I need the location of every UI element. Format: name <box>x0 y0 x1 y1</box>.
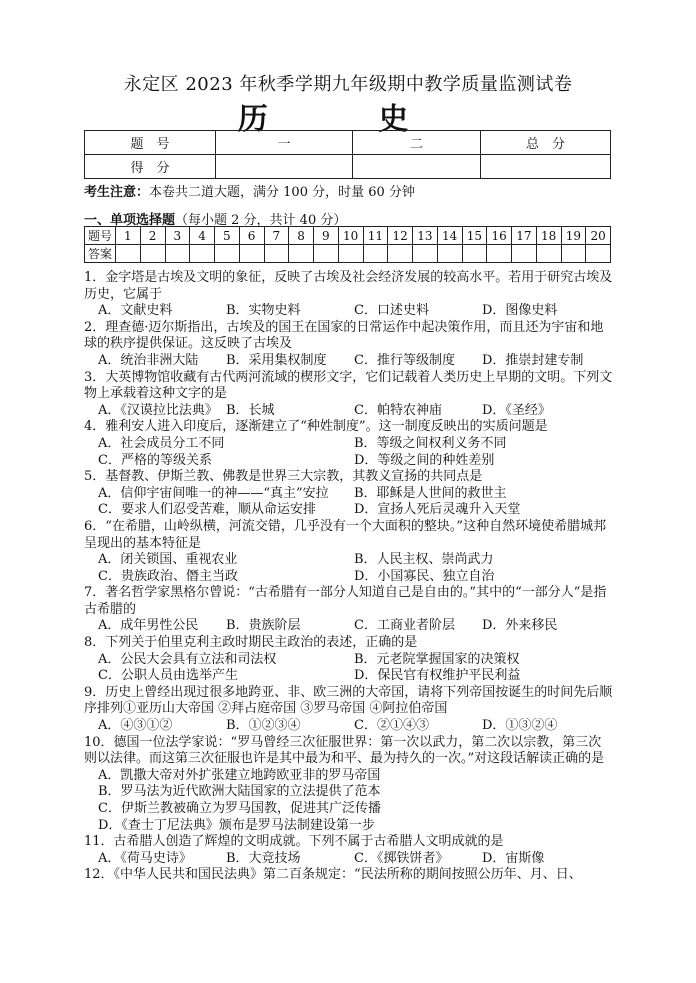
question-item <box>84 834 614 867</box>
answer-option[interactable]: D．外来移民 <box>482 618 558 634</box>
answer-box-cell[interactable] <box>239 245 264 263</box>
question-options <box>84 768 614 834</box>
question-options <box>84 552 614 585</box>
answer-option[interactable]: B．长城 <box>226 402 275 418</box>
question-item <box>84 685 614 735</box>
answer-number-cell: 7 <box>264 227 289 245</box>
answer-option[interactable]: B．大竞技场 <box>226 850 301 866</box>
answer-option[interactable]: A．④③①② <box>98 718 173 734</box>
question-item <box>84 320 614 370</box>
question-options <box>84 303 614 320</box>
answer-row-label: 题号 <box>85 227 116 245</box>
answer-number-cell: 17 <box>512 227 537 245</box>
answer-number-cell: 16 <box>487 227 512 245</box>
question-item <box>84 519 614 585</box>
answer-option[interactable]: A．《汉谟拉比法典》 <box>98 402 218 418</box>
question-stem: 6．“在希腊，山岭纵横，河流交错，几乎没有一个大面积的整块。”这种自然环境使希腊城邦呈现出的基本特征是 <box>84 518 607 551</box>
answer-number-cell: 14 <box>437 227 462 245</box>
answer-option[interactable]: A．社会成员分工不同 <box>98 435 225 451</box>
answer-box-cell[interactable] <box>116 245 141 263</box>
score-cell <box>353 155 481 179</box>
answer-number-cell: 20 <box>586 227 611 245</box>
answer-option[interactable]: B．贵族阶层 <box>226 618 301 634</box>
answer-option[interactable]: B．①②③④ <box>226 718 301 734</box>
answer-box-cell[interactable] <box>536 245 561 263</box>
answer-number-cell: 12 <box>388 227 413 245</box>
question-item <box>84 270 614 320</box>
answer-number-cell: 4 <box>190 227 215 245</box>
answer-option[interactable]: D．《查士丁尼法典》颁布是罗马法制建设第一步 <box>98 817 375 833</box>
answer-option[interactable]: C．要求人们忍受苦难，顺从命运安排 <box>98 502 316 518</box>
answer-option[interactable]: A．文献史料 <box>98 303 173 319</box>
question-stem: 10．德国一位法学家说：“罗马曾经三次征服世界：第一次以武力，第二次以宗教，第三次则以法律。而这第三次征服也许是其中最为和平、最为持久的一次。”对这段话解读正确的是 <box>84 734 605 767</box>
score-cell <box>481 155 611 179</box>
question-options <box>84 618 614 635</box>
answer-option[interactable]: A．《荷马史诗》 <box>98 850 192 866</box>
answer-option[interactable]: B．罗马法为近代欧洲大陆国家的立法提供了范本 <box>98 784 381 800</box>
question-options <box>84 652 614 685</box>
answer-option[interactable]: D．推崇封建专制 <box>482 352 584 368</box>
section-title: 一、单项选择题 <box>84 213 176 228</box>
answer-option[interactable]: A．公民大会具有立法和司法权 <box>98 651 277 667</box>
question-item <box>84 867 614 884</box>
answer-box-cell[interactable] <box>487 245 512 263</box>
answer-box-cell[interactable] <box>586 245 611 263</box>
answer-option[interactable]: B．等级之间权利义务不同 <box>354 435 507 451</box>
answer-box-cell[interactable] <box>561 245 586 263</box>
answer-option[interactable]: B．耶稣是人世间的救世主 <box>354 485 507 501</box>
exam-notice <box>84 181 415 200</box>
answer-option[interactable]: B．人民主权、崇尚武力 <box>354 552 494 568</box>
question-options <box>84 718 614 735</box>
answer-number-cell: 8 <box>289 227 314 245</box>
question-list <box>84 270 614 884</box>
score-cell: 总 分 <box>481 131 611 155</box>
score-cell: 得 分 <box>85 155 216 179</box>
answer-option[interactable]: C．帕特农神庙 <box>354 402 442 418</box>
answer-option[interactable]: C．贵族政治、僭主当政 <box>98 568 238 584</box>
answer-option[interactable]: C．口述史料 <box>354 303 429 319</box>
question-stem: 4．雅利安人进入印度后，逐渐建立了“种姓制度”。这一制度反映出的实质问题是 <box>84 419 548 435</box>
score-table-row-score <box>85 155 611 179</box>
answer-box-cell[interactable] <box>437 245 462 263</box>
answer-box-cell[interactable] <box>363 245 388 263</box>
answer-box-cell[interactable] <box>338 245 363 263</box>
answer-box-cell[interactable] <box>215 245 240 263</box>
answer-number-cell: 1 <box>116 227 141 245</box>
answer-option[interactable]: B．采用集权制度 <box>226 352 327 368</box>
question-stem: 1．金字塔是古埃及文明的象征，反映了古埃及社会经济发展的较高水平。若用于研究古埃及历史，它属于 <box>84 270 613 302</box>
answer-option[interactable]: A．凯撒大帝对外扩张建立地跨欧亚非的罗马帝国 <box>98 767 381 783</box>
answer-option[interactable]: B．实物史料 <box>226 303 301 319</box>
answer-option[interactable]: A．信仰宇宙间唯一的神——“真主”安拉 <box>98 485 329 501</box>
answer-table <box>84 226 611 263</box>
answer-number-cell: 13 <box>413 227 438 245</box>
answer-option[interactable]: C．《掷铁饼者》 <box>354 850 449 866</box>
answer-number-row <box>85 227 611 245</box>
question-options <box>84 436 614 469</box>
notice-text: 本卷共二道大题，满分 100 分，时量 60 分钟 <box>149 185 415 200</box>
answer-number-cell: 9 <box>314 227 339 245</box>
question-options <box>84 353 614 370</box>
question-stem: 2．理查德·迈尔斯指出，古埃及的国王在国家的日常运作中起决策作用，而且还为宇宙和地球的秩序提供保证。这反映了古埃及 <box>84 319 604 352</box>
answer-option[interactable]: B．元老院掌握国家的决策权 <box>354 651 520 667</box>
answer-option[interactable]: C．工商业者阶层 <box>354 618 455 634</box>
answer-number-cell: 3 <box>165 227 190 245</box>
question-options <box>84 486 614 519</box>
answer-box-cell[interactable] <box>314 245 339 263</box>
answer-number-cell: 10 <box>338 227 363 245</box>
answer-option[interactable]: D．宙斯像 <box>482 850 545 866</box>
score-cell: 二 <box>353 131 481 155</box>
answer-option[interactable]: D．小国寡民、独立自治 <box>354 568 495 584</box>
exam-title: 永定区 2023 年秋季学期九年级期中教学质量监测试卷 <box>123 74 573 95</box>
answer-option[interactable]: D．宣扬人死后灵魂升入天堂 <box>354 502 521 518</box>
score-cell: 题 号 <box>85 131 216 155</box>
answer-box-cell[interactable] <box>413 245 438 263</box>
answer-option[interactable]: C．严格的等级关系 <box>98 452 212 468</box>
answer-option[interactable]: A．闭关锁国、重视农业 <box>98 552 238 568</box>
answer-box-cell[interactable] <box>165 245 190 263</box>
answer-option[interactable]: D．保民官有权维护平民利益 <box>354 668 521 684</box>
answer-number-cell: 11 <box>363 227 388 245</box>
question-options <box>84 851 614 868</box>
notice-label: 考生注意： <box>84 185 150 200</box>
question-stem: 7．著名哲学家黑格尔曾说：“古希腊有一部分人知道自己是自由的。”其中的“一部分人”是指古希腊的 <box>84 585 607 617</box>
answer-number-cell: 15 <box>462 227 487 245</box>
question-item <box>84 469 614 519</box>
answer-box-cell[interactable] <box>462 245 487 263</box>
question-options <box>84 403 614 420</box>
question-stem: 8．下列关于伯里克利主政时期民主政治的表述，正确的是 <box>84 635 418 651</box>
question-item <box>84 419 614 469</box>
answer-option[interactable]: D．《圣经》 <box>482 402 551 418</box>
question-item <box>84 635 614 685</box>
question-item <box>84 585 614 635</box>
question-stem: 3．大英博物馆收藏有古代两河流域的楔形文字，它们记载着人类历史上早期的文明。下列文物上承载着这种文字的是 <box>84 369 613 402</box>
answer-number-cell: 19 <box>561 227 586 245</box>
answer-box-row <box>85 245 611 263</box>
question-item <box>84 735 614 835</box>
question-item <box>84 370 614 420</box>
answer-option[interactable]: D．图像史料 <box>482 303 558 319</box>
answer-box-cell[interactable] <box>190 245 215 263</box>
question-stem: 9．历史上曾经出现过很多地跨亚、非、欧三洲的大帝国，请将下列帝国按诞生的时间先后顺序排列①亚历山大帝国 ②拜占庭帝国 ③罗马帝国 ④阿拉伯帝国 <box>84 684 613 717</box>
answer-number-cell: 2 <box>140 227 165 245</box>
answer-option[interactable]: A．统治非洲大陆 <box>98 352 199 368</box>
answer-option[interactable]: C．伊斯兰教被确立为罗马国教，促进其广泛传播 <box>98 801 381 816</box>
answer-option[interactable]: A．成年男性公民 <box>98 618 199 634</box>
section-note: （每小题 2 分，共计 40 分） <box>175 213 347 228</box>
score-table-row-header <box>85 131 611 155</box>
answer-number-cell: 5 <box>215 227 240 245</box>
answer-box-cell[interactable] <box>388 245 413 263</box>
answer-box-cell[interactable] <box>140 245 165 263</box>
answer-number-cell: 18 <box>536 227 561 245</box>
score-cell: 一 <box>216 131 353 155</box>
answer-row-label: 答案 <box>85 245 116 263</box>
answer-box-cell[interactable] <box>264 245 289 263</box>
answer-option[interactable]: D．等级之间的种姓差别 <box>354 452 495 468</box>
answer-box-cell[interactable] <box>512 245 537 263</box>
answer-option[interactable]: C．推行等级制度 <box>354 352 455 368</box>
question-stem: 11．古希腊人创造了辉煌的文明成就。下列不属于古希腊人文明成就的是 <box>84 834 504 850</box>
answer-option[interactable]: D．①③②④ <box>482 718 558 734</box>
answer-option[interactable]: C．公职人员由选举产生 <box>98 668 238 684</box>
question-stem: 12．《中华人民共和国民法典》第二百条规定：“民法所称的期间按照公历年、月、日、 <box>84 867 582 883</box>
question-stem: 5．基督教、伊斯兰教、佛教是世界三大宗教，其教义宣扬的共同点是 <box>84 469 483 485</box>
answer-number-cell: 6 <box>239 227 264 245</box>
subject-title: 历 史 <box>237 102 459 137</box>
score-cell <box>216 155 353 179</box>
answer-box-cell[interactable] <box>289 245 314 263</box>
answer-option[interactable]: C．②①④③ <box>354 718 429 734</box>
score-table <box>84 130 611 179</box>
